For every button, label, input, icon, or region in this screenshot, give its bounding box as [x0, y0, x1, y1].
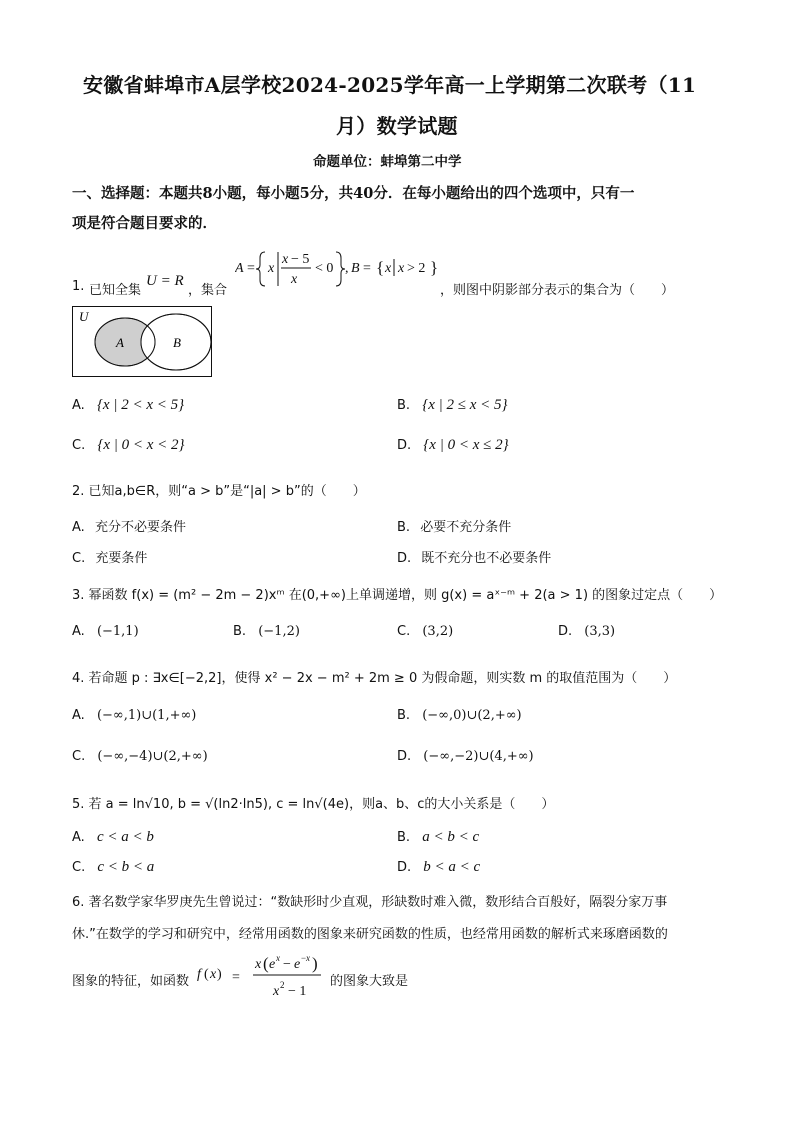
q2-stem: 2. 已知a,b∈R，则“a > b”是“|a| > b”的（ ） — [72, 484, 366, 499]
svg-text:x: x — [282, 252, 289, 267]
q2-option-c-text: 充要条件 — [95, 551, 148, 566]
svg-text:−: − — [283, 957, 291, 972]
q4-option-b-label: B. — [397, 708, 411, 723]
q1-option-a-text: {x | 2 < x < 5} — [96, 397, 185, 413]
q5-option-d-label: D. — [397, 860, 412, 875]
q2-option-b-label: B. — [397, 520, 411, 535]
q5-option-b — [397, 829, 479, 846]
q3-option-b — [233, 624, 300, 639]
q3-option-c-text: (3,2) — [422, 624, 454, 639]
svg-text:x: x — [210, 967, 217, 982]
venn-diagram — [72, 306, 212, 377]
svg-text:=: = — [232, 970, 240, 985]
q2-option-c-label: C. — [72, 551, 86, 566]
q1-option-b-text: {x | 2 ≤ x < 5} — [422, 397, 508, 413]
q2-option-a-text: 充分不必要条件 — [94, 520, 186, 535]
venn-a-label: A — [116, 335, 124, 350]
q3-option-d-label: D. — [558, 624, 573, 639]
svg-text:x: x — [398, 261, 405, 276]
svg-text:): ) — [312, 954, 318, 973]
venn-b-label: B — [173, 335, 181, 350]
subtitle: 命题单位：蚌埠第二中学 — [313, 154, 462, 170]
q2-option-c — [72, 547, 147, 566]
q6-line3-prefix: 图象的特征，如函数 — [72, 974, 190, 989]
svg-text:−: − — [301, 953, 307, 963]
q3-option-a — [72, 624, 139, 639]
svg-text:2: 2 — [280, 980, 285, 990]
q4-option-a-label: A. — [72, 708, 85, 723]
q2-option-d — [397, 547, 551, 566]
q1-prefix: 已知全集 — [89, 283, 142, 298]
svg-text:x: x — [255, 957, 262, 972]
q5-option-a — [72, 829, 154, 846]
q5-option-d — [397, 859, 480, 876]
q1-option-a — [72, 397, 184, 414]
svg-text:> 2: > 2 — [407, 261, 426, 276]
svg-text:}: } — [430, 258, 439, 277]
q3-option-c-label: C. — [397, 624, 411, 639]
q1-set-formula — [235, 248, 440, 290]
q3-stem: 3. 幂函数 f(x) = (m² − 2m − 2)xᵐ 在(0,+∞)上单调递增，则 g(x) = aˣ⁻ᵐ + 2(a > 1) 的图象过定点（ ） — [72, 588, 723, 603]
q4-option-a-text: (−∞,1)∪(1,+∞) — [96, 708, 197, 723]
q2-option-a-label: A. — [72, 520, 85, 535]
page-title-line1: 安徽省蚌埠市A层学校2024-2025学年高一上学期第二次联考（11 — [83, 73, 697, 97]
q1-set-formula-svg — [235, 248, 440, 290]
q4-stem: 4. 若命题 p : ∃x∈[−2,2]，使得 x² − 2x − m² + 2m ≥ 0 为假命题，则实数 m 的取值范围为（ ） — [72, 671, 677, 686]
q5-option-c-label: C. — [72, 860, 86, 875]
q3-option-c — [397, 624, 453, 639]
q6-line3-postfix: 的图象大致是 — [330, 974, 409, 989]
q1-option-d — [397, 437, 509, 454]
q1-option-d-label: D. — [397, 438, 412, 453]
svg-text:,: , — [345, 261, 349, 276]
svg-text:− 1: − 1 — [288, 984, 307, 999]
q3-option-a-label: A. — [72, 624, 85, 639]
q5-option-d-text: b < a < c — [423, 859, 481, 875]
q4-option-b-text: (−∞,0)∪(2,+∞) — [422, 708, 522, 723]
q1-number: 1. — [72, 279, 85, 294]
svg-text:− 5: − 5 — [291, 252, 310, 267]
q5-option-a-text: c < a < b — [96, 829, 154, 845]
svg-text:e: e — [294, 957, 301, 972]
venn-u-label: U — [79, 309, 89, 324]
q1-option-c — [72, 437, 185, 454]
q1-postfix: ，则图中阴影部分表示的集合为（ ） — [440, 283, 675, 298]
svg-text:x: x — [276, 953, 280, 963]
q5-option-a-label: A. — [72, 830, 85, 845]
q5-option-b-label: B. — [397, 830, 411, 845]
q3-option-d — [558, 624, 615, 639]
q5-option-c — [72, 859, 154, 876]
q3-option-a-text: (−1,1) — [96, 624, 139, 639]
q1-option-c-label: C. — [72, 438, 86, 453]
q4-option-a — [72, 708, 196, 723]
q3-option-d-text: (3,3) — [584, 624, 616, 639]
q3-option-b-text: (−1,2) — [258, 624, 300, 639]
q3-option-b-label: B. — [233, 624, 247, 639]
section-heading-line1: 一、选择题：本题共8小题，每小题5分，共40分．在每小题给出的四个选项中，只有一 — [72, 185, 635, 202]
q1-option-a-label: A. — [72, 398, 85, 413]
q4-option-d-label: D. — [397, 749, 412, 764]
svg-text:B: B — [351, 261, 360, 276]
svg-text:{: { — [376, 258, 385, 277]
q5-option-b-text: a < b < c — [422, 829, 480, 845]
q6-function-svg — [197, 950, 332, 1002]
q1-option-b — [397, 397, 508, 414]
q4-option-c-text: (−∞,−4)∪(2,+∞) — [97, 749, 208, 764]
svg-text:A: A — [235, 261, 244, 276]
q5-stem: 5. 若 a = ln√10, b = √(ln2·ln5), c = ln√(4e)，则a、b、c的大小关系是（ ） — [72, 797, 555, 812]
svg-text:f: f — [197, 967, 201, 982]
q1-universe: U = R — [146, 273, 184, 289]
svg-text:=: = — [247, 261, 255, 276]
svg-text:(: ( — [263, 954, 269, 973]
q6-line1: 6. 著名数学家华罗庚先生曾说过：“数缺形时少直观，形缺数时难入微，数形结合百般好，隔裂分家万事 — [72, 895, 668, 910]
q6-line2: 休.”在数学的学习和研究中，经常用函数的图象来研究函数的性质，也经常用函数的解析式来琢磨函数的 — [72, 927, 668, 942]
svg-text:x: x — [291, 272, 298, 287]
svg-text:): ) — [217, 967, 222, 982]
page-title-line2: 月）数学试题 — [336, 114, 458, 138]
section-heading-line2: 项是符合题目要求的． — [72, 215, 217, 232]
q4-option-c — [72, 749, 208, 764]
svg-text:=: = — [363, 261, 371, 276]
svg-text:x: x — [273, 984, 280, 999]
q1-option-b-label: B. — [397, 398, 411, 413]
q4-option-d-text: (−∞,−2)∪(4,+∞) — [423, 749, 534, 764]
svg-text:< 0: < 0 — [315, 261, 334, 276]
svg-text:x: x — [306, 953, 310, 963]
q1-mid: ，集合 — [188, 283, 228, 298]
q4-option-c-label: C. — [72, 749, 86, 764]
svg-text:e: e — [269, 957, 276, 972]
q2-option-d-text: 既不充分也不必要条件 — [421, 551, 552, 566]
q6-function-formula — [197, 950, 332, 1002]
q2-option-b — [397, 516, 511, 535]
q4-option-b — [397, 708, 522, 723]
svg-text:x: x — [268, 261, 275, 276]
svg-text:(: ( — [204, 967, 209, 982]
q2-option-b-text: 必要不充分条件 — [420, 520, 512, 535]
q1-option-c-text: {x | 0 < x < 2} — [97, 437, 185, 453]
q1-option-d-text: {x | 0 < x ≤ 2} — [423, 437, 509, 453]
q5-option-c-text: c < b < a — [97, 859, 155, 875]
q2-option-a — [72, 516, 186, 535]
svg-text:x: x — [385, 261, 392, 276]
q2-option-d-label: D. — [397, 551, 412, 566]
q4-option-d — [397, 749, 534, 764]
